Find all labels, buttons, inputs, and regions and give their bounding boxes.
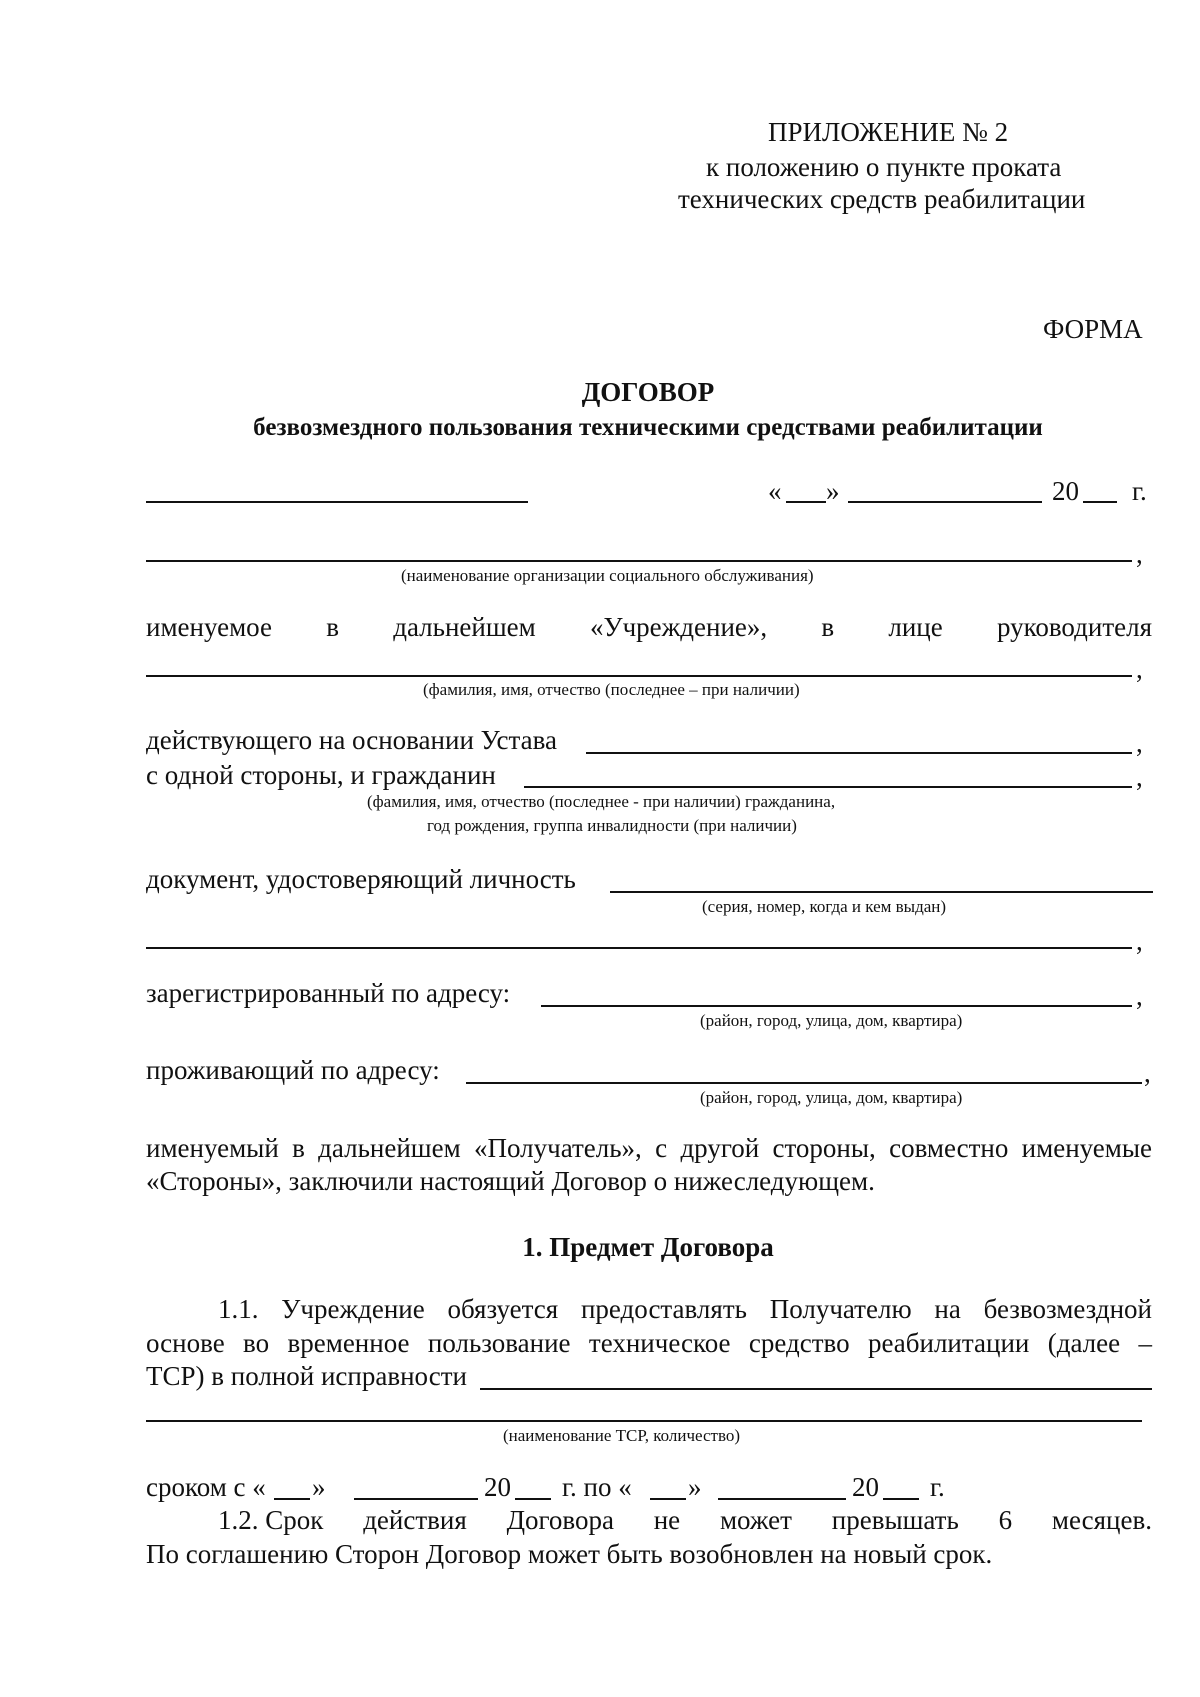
clause-word: месяцев.	[1051, 1505, 1152, 1535]
term-from-day-blank[interactable]	[274, 1498, 310, 1500]
living-address-blank[interactable]	[466, 1082, 1142, 1084]
charter-comma: ,	[1136, 728, 1143, 758]
appendix-title: ПРИЛОЖЕНИЕ № 2	[768, 117, 1009, 147]
living-comma: ,	[1144, 1058, 1151, 1088]
year-blank[interactable]	[1083, 501, 1117, 503]
term-from-year-blank[interactable]	[515, 1498, 551, 1500]
organization-caption: (наименование организации социального обслуживания)	[401, 566, 814, 585]
acting-on-label: действующего на основании Устава	[146, 725, 557, 755]
named-word: лице	[888, 612, 943, 642]
registered-label: зарегистрированный по адресу:	[146, 978, 511, 1008]
registered-comma: ,	[1136, 981, 1143, 1011]
tsr-blank[interactable]	[480, 1388, 1152, 1390]
contract-title: ДОГОВОР	[581, 377, 715, 407]
year-suffix: г.	[1132, 476, 1147, 506]
citizen-blank[interactable]	[524, 786, 1132, 788]
term-from-quote: »	[312, 1472, 326, 1502]
form-label: ФОРМА	[1043, 314, 1143, 344]
named-word: дальнейшем	[393, 612, 536, 642]
term-from-year-prefix: 20	[484, 1472, 511, 1502]
clause-1-2-line-1	[218, 1505, 1152, 1536]
term-to-month-blank[interactable]	[718, 1498, 846, 1500]
clause-word: 1.2. Срок	[218, 1505, 324, 1535]
section-1-heading: 1. Предмет Договора	[522, 1232, 774, 1262]
appendix-line-3: технических средств реабилитации	[678, 184, 1086, 214]
clause-word: не	[653, 1505, 681, 1535]
citizen-comma: ,	[1136, 762, 1143, 792]
month-blank[interactable]	[848, 501, 1042, 503]
id-document-caption: (серия, номер, когда и кем выдан)	[702, 897, 947, 916]
term-end-label: г.	[930, 1472, 945, 1502]
clause-1-1-line-3: ТСР) в полной исправности	[146, 1361, 467, 1391]
organization-comma: ,	[1136, 539, 1143, 569]
term-to-year-blank[interactable]	[883, 1498, 919, 1500]
appendix-line-2: к положению о пункте проката	[706, 152, 1062, 182]
term-from-month-blank[interactable]	[354, 1498, 478, 1500]
place-blank[interactable]	[146, 501, 528, 503]
recipient-line-2: «Стороны», заключили настоящий Договор о нижеследующем.	[146, 1166, 875, 1196]
named-word: в	[821, 612, 835, 642]
named-word: «Учреждение»,	[589, 612, 768, 642]
clause-word: может	[719, 1505, 792, 1535]
registered-caption: (район, город, улица, дом, квартира)	[700, 1011, 963, 1030]
head-fio-caption: (фамилия, имя, отчество (последнее – при наличии)	[423, 680, 800, 699]
term-to-day-blank[interactable]	[650, 1498, 686, 1500]
tsr-blank-2[interactable]	[146, 1420, 1142, 1422]
id-document-label: документ, удостоверяющий личность	[146, 864, 576, 894]
term-from-label: сроком с «	[146, 1472, 266, 1502]
clause-1-1-line-1: 1.1. Учреждение обязуется предоставлять Получателю на безвозмездной	[218, 1294, 1152, 1324]
term-to-year-prefix: 20	[852, 1472, 879, 1502]
clause-1-2-line-2: По соглашению Сторон Договор может быть возобновлен на новый срок.	[146, 1539, 993, 1569]
citizen-caption-2: год рождения, группа инвалидности (при наличии)	[427, 816, 797, 835]
named-institution-line	[146, 612, 1152, 643]
clause-word: действия	[363, 1505, 467, 1535]
clause-1-1-line-2: основе во временное пользование техническое средство реабилитации (далее –	[146, 1328, 1152, 1358]
named-word: именуемое	[146, 612, 272, 642]
clause-word: превышать	[831, 1505, 959, 1535]
citizen-caption-1: (фамилия, имя, отчество (последнее - при наличии) гражданина,	[367, 792, 836, 811]
id-document-blank-2[interactable]	[146, 947, 1132, 949]
named-word: в	[326, 612, 339, 642]
clause-word: Договора	[506, 1505, 614, 1535]
date-quote-open: «	[768, 476, 782, 506]
clause-word: 6	[998, 1505, 1013, 1535]
term-to-label: г. по «	[562, 1472, 632, 1502]
tsr-caption: (наименование ТСР, количество)	[503, 1426, 741, 1445]
contract-subtitle: безвозмездного пользования техническими средствами реабилитации	[253, 414, 1043, 441]
year-prefix: 20	[1052, 476, 1079, 506]
charter-blank[interactable]	[586, 752, 1132, 754]
date-quote-close: »	[826, 476, 840, 506]
term-to-quote: »	[688, 1472, 702, 1502]
day-blank[interactable]	[786, 501, 826, 503]
named-word: руководителя	[996, 612, 1152, 642]
organization-blank[interactable]	[146, 560, 1132, 562]
living-label: проживающий по адресу:	[146, 1055, 440, 1085]
head-fio-comma: ,	[1136, 654, 1143, 684]
living-caption: (район, город, улица, дом, квартира)	[700, 1088, 963, 1107]
head-fio-blank[interactable]	[146, 675, 1132, 677]
one-side-label: с одной стороны, и гражданин	[146, 760, 496, 790]
recipient-line-1: именуемый в дальнейшем «Получатель», с другой стороны, совместно именуемые	[146, 1133, 1152, 1163]
registered-address-blank[interactable]	[541, 1005, 1132, 1007]
id-document-blank[interactable]	[610, 891, 1153, 893]
id-document-comma: ,	[1136, 926, 1143, 956]
